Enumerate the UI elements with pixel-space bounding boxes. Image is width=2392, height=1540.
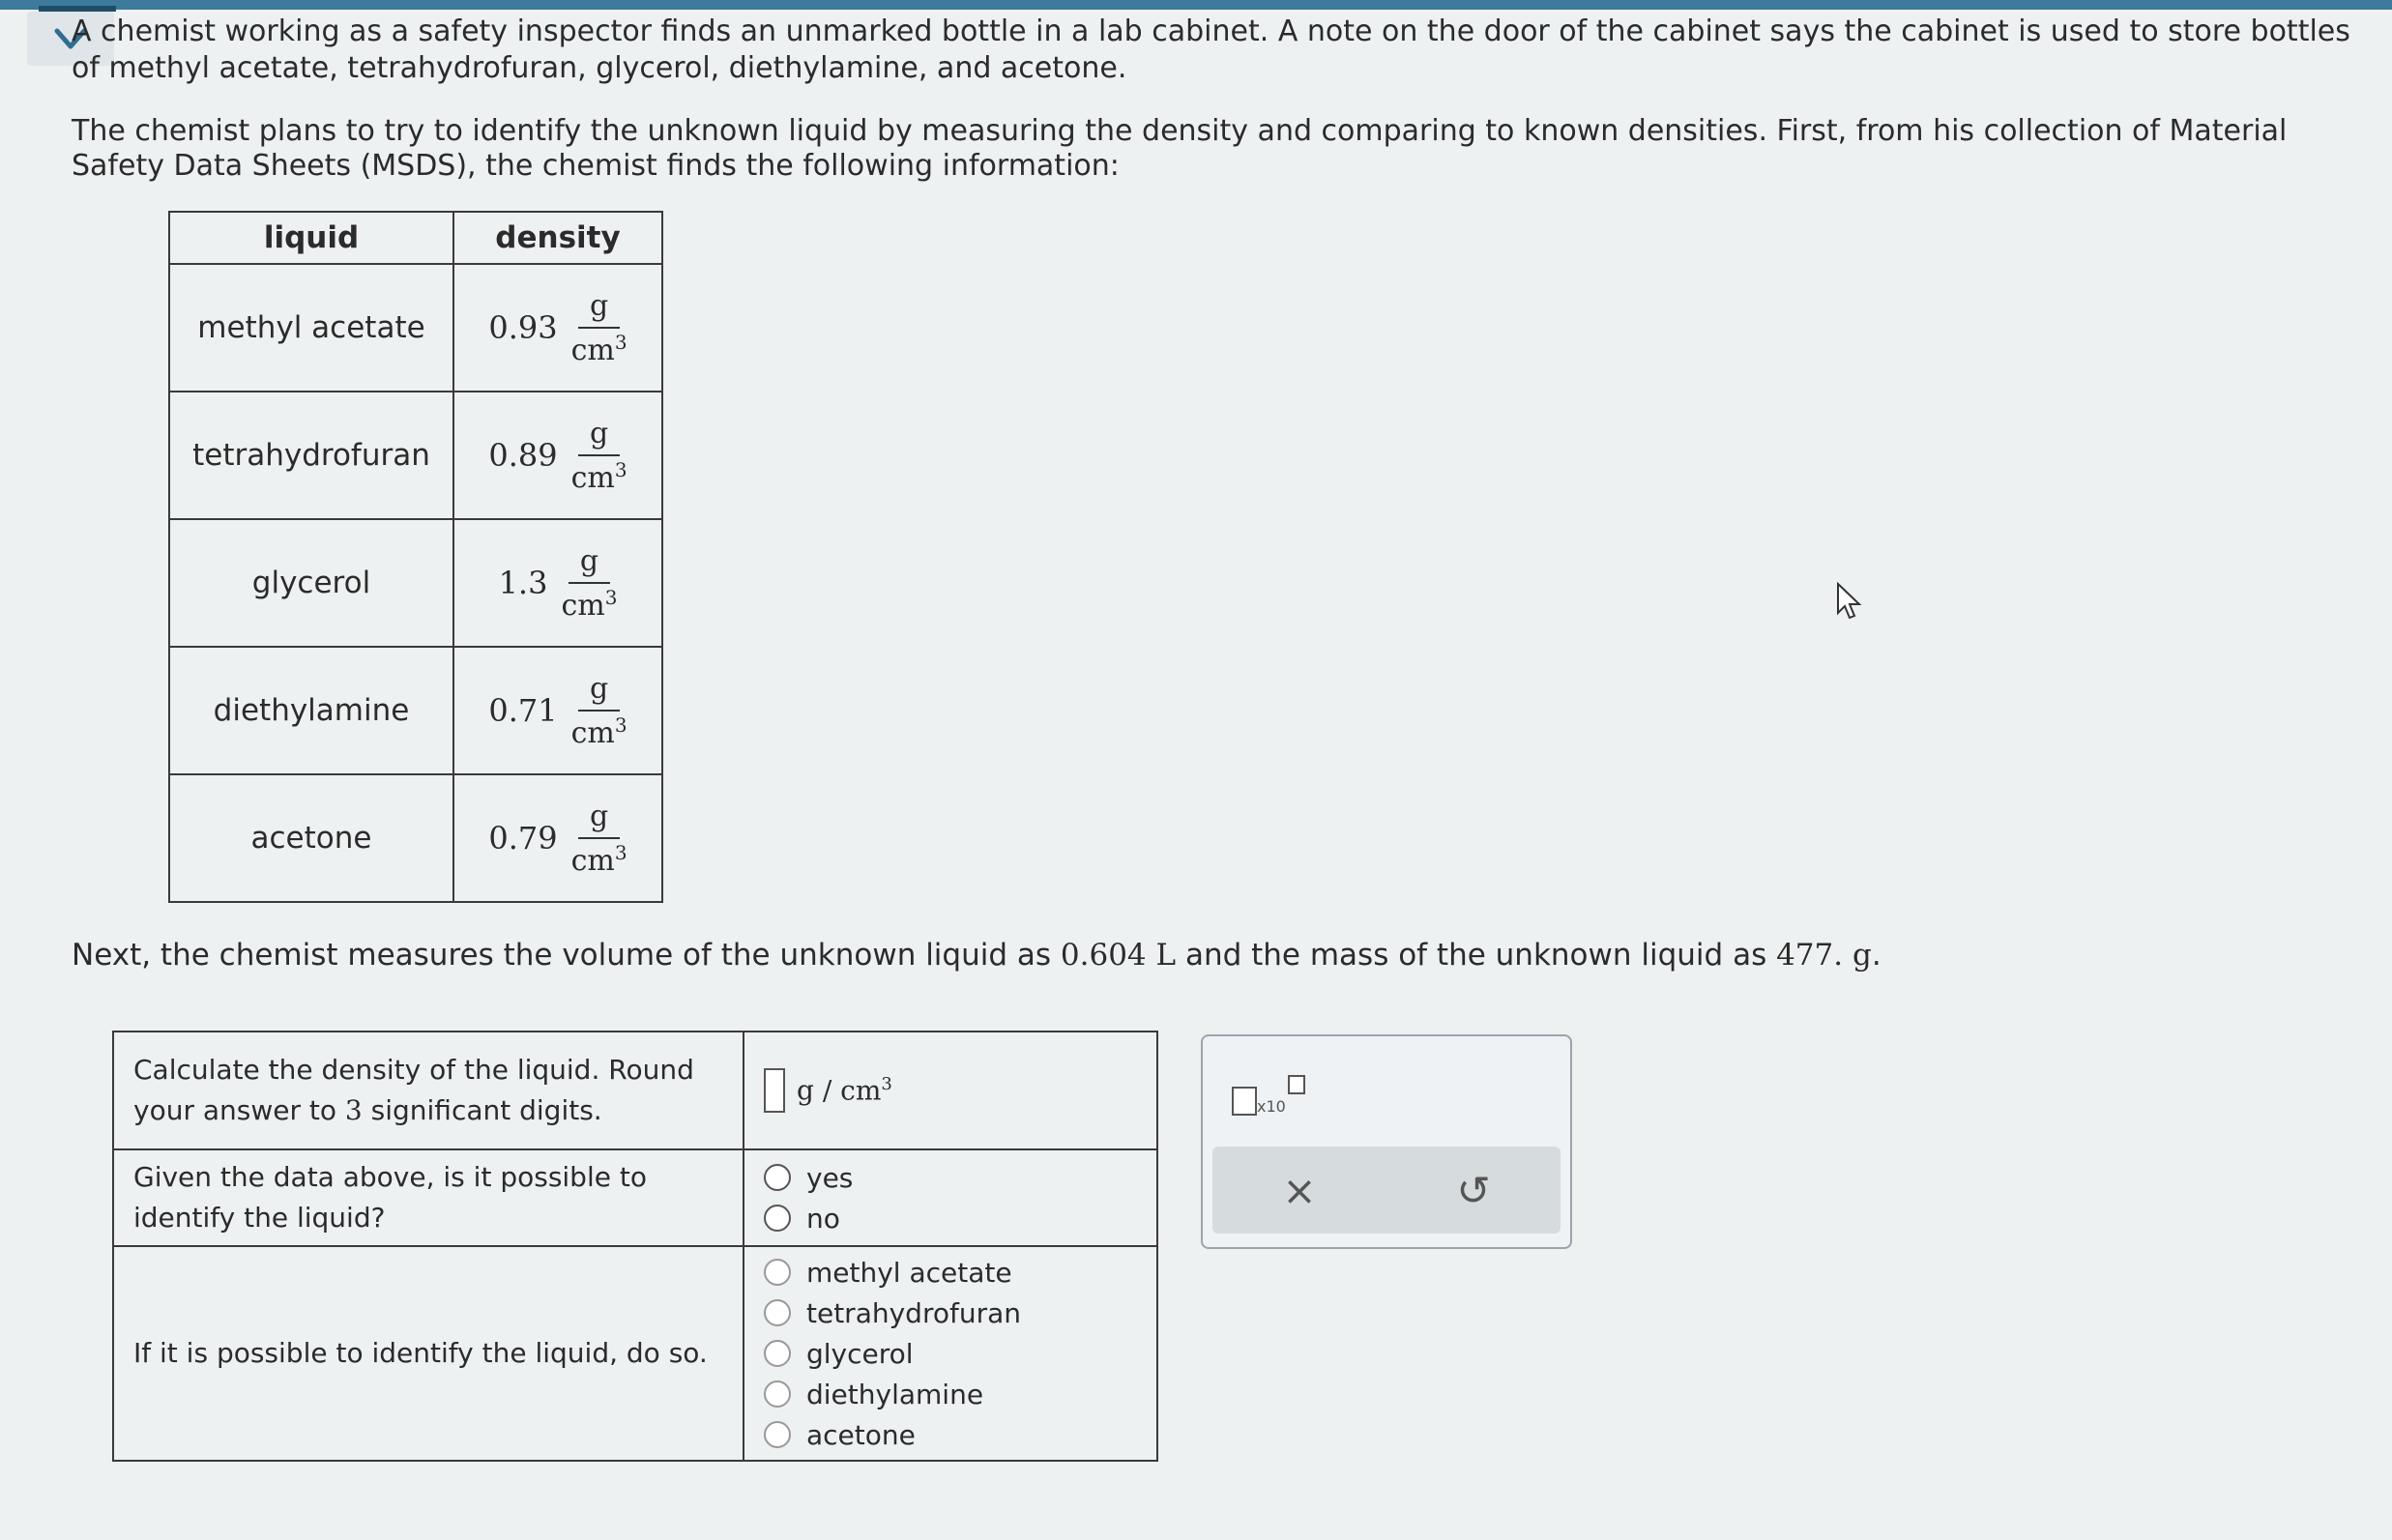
- question-density: Calculate the density of the liquid. Round your answer to 3 significant digits.: [113, 1032, 744, 1149]
- liquid-name: tetrahydrofuran: [169, 392, 453, 519]
- density-answer-input[interactable]: [764, 1068, 785, 1113]
- answer-possible-cell: [744, 1149, 1157, 1246]
- radio-button[interactable]: [764, 1421, 791, 1448]
- option-no[interactable]: no: [764, 1198, 1137, 1238]
- radio-button[interactable]: [764, 1259, 791, 1286]
- table-row: [169, 392, 662, 519]
- density-unit: $\frac{g}{cm^3}$: [561, 543, 618, 623]
- question-row-identify: [113, 1246, 1157, 1461]
- density-value: 0.79: [488, 820, 558, 857]
- density-cell: [453, 392, 662, 519]
- answer-density-cell: [744, 1032, 1157, 1149]
- radio-button[interactable]: [764, 1299, 791, 1326]
- option-yes[interactable]: yes: [764, 1157, 1137, 1198]
- problem-intro: A chemist working as a safety inspector finds an unmarked bottle in a lab cabinet. A note on the door of the cabinet says the cabinet is used to store bottles of methyl acetate, tetrahydrofuran, glycerol, diethylamine, and acetone.: [72, 15, 2350, 85]
- density-value: 0.71: [488, 692, 558, 729]
- panel-action-bar: [1212, 1147, 1561, 1234]
- liquid-name: diethylamine: [169, 647, 453, 774]
- header-liquid: liquid: [169, 212, 453, 264]
- density-unit: $\frac{g}{cm^3}$: [570, 288, 627, 367]
- table-row: [169, 774, 662, 902]
- density-value: 0.93: [488, 309, 558, 346]
- table-header-row: [169, 212, 662, 264]
- density-answer-unit: g / $cm^3$: [797, 1074, 892, 1107]
- radio-button[interactable]: [764, 1164, 791, 1191]
- answer-tools-panel: [1201, 1034, 1572, 1249]
- radio-button[interactable]: [764, 1380, 791, 1408]
- measurement-text: Next, the chemist measures the volume of the unknown liquid as 0.604 L and the mass of the unknown liquid as 477. g.: [72, 938, 1882, 973]
- close-icon: ×: [1282, 1166, 1317, 1214]
- question-identify: If it is possible to identify the liquid, do so.: [113, 1246, 744, 1461]
- option-acetone[interactable]: acetone: [764, 1414, 1137, 1455]
- mouse-cursor-icon: [1835, 582, 1864, 621]
- density-unit: $\frac{g}{cm^3}$: [570, 799, 627, 878]
- volume-value: 0.604 L: [1060, 938, 1177, 973]
- table-row: [169, 519, 662, 647]
- exponent-box-icon: [1288, 1075, 1305, 1094]
- density-cell: [453, 774, 662, 902]
- x10-label: x10: [1257, 1097, 1286, 1116]
- option-tetrahydrofuran[interactable]: tetrahydrofuran: [764, 1293, 1137, 1333]
- liquid-name: methyl acetate: [169, 264, 453, 392]
- liquid-name: acetone: [169, 774, 453, 902]
- liquid-name: glycerol: [169, 519, 453, 647]
- question-table: [112, 1031, 1158, 1462]
- top-accent-bar: [0, 0, 2392, 10]
- density-cell: [453, 264, 662, 392]
- option-glycerol[interactable]: glycerol: [764, 1333, 1137, 1374]
- radio-button[interactable]: [764, 1340, 791, 1367]
- radio-button[interactable]: [764, 1205, 791, 1232]
- question-possible: Given the data above, is it possible to identify the liquid?: [113, 1149, 744, 1246]
- scientific-notation-button[interactable]: [1232, 1075, 1305, 1116]
- question-row-possible: [113, 1149, 1157, 1246]
- clear-button[interactable]: [1251, 1151, 1348, 1229]
- msds-density-table: [168, 211, 663, 903]
- problem-method: The chemist plans to try to identify the unknown liquid by measuring the density and comparing to known densities. First, from his collection of Material Safety Data Sheets (MSDS), the chemist finds the following information:: [72, 114, 2288, 183]
- option-methyl-acetate[interactable]: methyl acetate: [764, 1252, 1137, 1293]
- header-density: density: [453, 212, 662, 264]
- table-row: [169, 647, 662, 774]
- density-cell: [453, 647, 662, 774]
- undo-icon: ↺: [1456, 1166, 1491, 1214]
- density-unit: $\frac{g}{cm^3}$: [570, 416, 627, 495]
- density-value: 1.3: [498, 565, 548, 601]
- question-row-density: [113, 1032, 1157, 1149]
- density-cell: [453, 519, 662, 647]
- undo-button[interactable]: [1425, 1151, 1522, 1229]
- mass-value: 477. g: [1776, 938, 1872, 973]
- density-value: 0.89: [488, 437, 558, 474]
- table-row: [169, 264, 662, 392]
- answer-identify-cell: [744, 1246, 1157, 1461]
- density-unit: $\frac{g}{cm^3}$: [570, 671, 627, 750]
- option-diethylamine[interactable]: diethylamine: [764, 1374, 1137, 1414]
- mantissa-box-icon: [1232, 1087, 1257, 1116]
